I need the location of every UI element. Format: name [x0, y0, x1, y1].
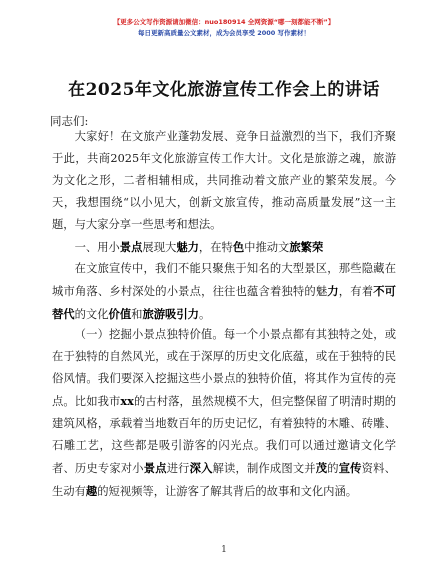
- paragraph-bold-text: 旅游吸引力: [142, 307, 199, 321]
- promo-banner-line-2: 每日更新高质量公文素材，成为会员享受 2000 写作素材！: [137, 29, 311, 37]
- paragraph-bold-text: 茂: [315, 461, 328, 475]
- paragraph-text: 解读，制作成图文并: [212, 462, 316, 475]
- heading-bold-text: 景点: [119, 240, 143, 254]
- page-number: 1: [221, 545, 227, 555]
- paragraph-text: 进行: [166, 462, 190, 475]
- heading-bold-text: 魅力: [176, 240, 199, 254]
- paragraph-text: 资料: [361, 462, 385, 475]
- paragraph-bold-text: 宣传: [338, 461, 362, 475]
- promo-banner-line-1: 【更多公文写作资源请加微信：nuo180914 全网资源“哪一刻都能不断”】: [113, 18, 335, 26]
- heading-text: ，在特: [198, 241, 233, 254]
- paragraph-text: ，有着: [338, 285, 374, 298]
- paragraph-text: 、生动有: [52, 462, 396, 498]
- paragraph-text: 的: [327, 462, 339, 475]
- greeting: 同志们:: [50, 114, 89, 128]
- paragraph-text: 的古村落，虽然规模不大，但完整保留了明清时期的建筑风格，承载着当地数百年的历史记忆，有着独特的木雕、砖雕、石雕工艺，这些都是吸引游客的闪光点。我们可以通过邀请文化学者、历史专家对小: [52, 395, 396, 475]
- document-title: 在2025年文化旅游宣传工作会上的讲话: [68, 80, 380, 100]
- heading-text: 中推动文: [244, 241, 290, 254]
- paragraph-unique-value: [52, 324, 396, 503]
- heading-text: 展现大: [142, 241, 177, 254]
- paragraph-text: 在文旅宣传中，我们不能只聚焦于知名的大型景区，那些隐藏在城市角落、乡村深处的小景点，往往也蕴含着独特的魅: [52, 262, 396, 298]
- paragraph-bold-text: 深入: [189, 461, 213, 475]
- paragraph-bold-text: 不可替代: [52, 284, 396, 321]
- paragraph-text: 的短视频等，让游客了解其背后的故事和文化内涵。: [97, 485, 358, 498]
- paragraph-text: 和: [131, 308, 143, 321]
- paragraph-bold-text: xx: [120, 394, 134, 408]
- heading-text: 一、用小: [74, 241, 120, 254]
- paragraph-bold-text: 景点: [143, 461, 167, 475]
- section-heading-1: [52, 236, 396, 259]
- paragraph-bold-text: 趣: [85, 484, 98, 498]
- paragraph-bold-text: 力: [327, 284, 339, 298]
- paragraph-text: 。: [198, 308, 211, 321]
- paragraph-bold-text: 价值: [108, 307, 132, 321]
- paragraph-text: （一）挖掘小景点独特价值。每一个小景点都有其独特之处，或在于独特的自然风光，或在于深厚的历史文化底蕴，或在于独特的民俗风情。我们要深入挖掘这些小景点的独特价值，将其作为宣传的亮点。比如我市: [52, 328, 396, 408]
- heading-bold-text: 色: [232, 240, 245, 254]
- paragraph-intro: 大家好！在文旅产业蓬勃发展、竞争日益激烈的当下，我们齐聚于此，共商2025年文化旅游宣传工作大计。文化是旅游之魂，旅游为文化之形，二者相辅相成，共同推动着文旅产业的繁荣发展。今天，我想围绕“以小见大，创新文旅宣传，推动高质量发展”这一主题，与大家分享一些思考和想法。: [52, 130, 396, 231]
- paragraph-small-attractions: [52, 258, 396, 326]
- paragraph-text: 的文化: [74, 308, 109, 321]
- heading-bold-text: 旅繁荣: [289, 240, 324, 254]
